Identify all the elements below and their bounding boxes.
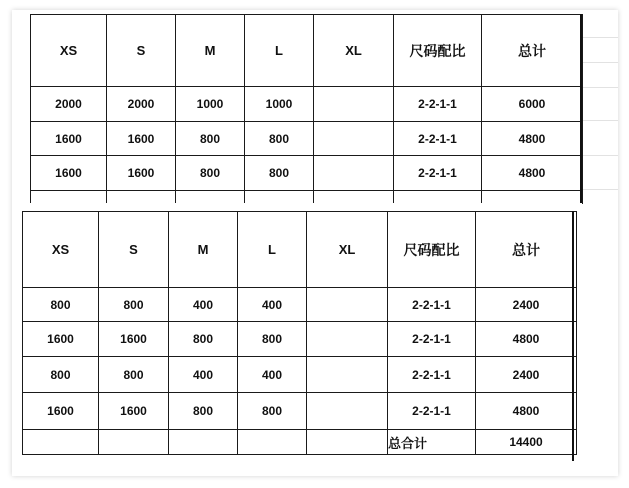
header-size-ratio: 尺码配比 [388,212,476,288]
header-total: 总计 [476,212,577,288]
header-size-ratio: 尺码配比 [394,15,482,87]
header-m: M [176,15,245,87]
table2-clip [18,203,578,465]
header-xl: XL [307,212,388,288]
cell-xl [307,288,388,322]
cell-s: 1600 [99,393,169,430]
cell-l: 800 [238,322,307,357]
header-xs: XS [31,15,107,87]
table-header-row [23,212,577,288]
table-row [31,122,583,156]
header-m: M [169,212,238,288]
total-row [23,430,577,455]
cell-s: 800 [99,357,169,393]
cell-xs: 2000 [31,87,107,122]
cell-s: 1600 [107,156,176,191]
cell-ratio: 2-2-1-1 [394,156,482,191]
table-row [31,87,583,122]
cell-l: 800 [245,156,314,191]
header-xs: XS [23,212,99,288]
size-table-2 [22,211,577,455]
cell-xs: 800 [23,288,99,322]
sheet-gridline [582,155,618,156]
table-row [23,322,577,357]
cell-total: 4800 [482,156,583,191]
cell-xl [314,87,394,122]
sheet-gridline [582,62,618,63]
grand-total-label: 总合计 [388,430,476,455]
cell-total: 2400 [476,357,577,393]
cell-xs: 1600 [31,122,107,156]
cell-ratio: 2-2-1-1 [394,122,482,156]
cell-total: 4800 [482,122,583,156]
table-row [31,156,583,191]
cell-total: 2400 [476,288,577,322]
cell-s: 1600 [107,122,176,156]
cell-total: 4800 [476,322,577,357]
cell-ratio: 2-2-1-1 [394,87,482,122]
grand-total-value: 14400 [476,430,577,455]
table-header-row [31,15,583,87]
table-row [23,393,577,430]
table-row-partial [31,191,583,205]
header-s: S [107,15,176,87]
header-l: L [238,212,307,288]
cell-m: 800 [176,122,245,156]
sheet-gridline [582,189,618,190]
sheet-gridline [582,120,618,121]
cell-xl [307,322,388,357]
cell-total: 4800 [476,393,577,430]
cell-xs: 1600 [23,393,99,430]
header-l: L [245,15,314,87]
header-total: 总计 [482,15,583,87]
cell-m: 400 [169,288,238,322]
cell-total: 6000 [482,87,583,122]
cell-m: 800 [169,393,238,430]
sheet-gridline [582,37,618,38]
cell-l: 400 [238,288,307,322]
cell-m: 800 [169,322,238,357]
cell-s: 2000 [107,87,176,122]
cell-xs: 800 [23,357,99,393]
cell-ratio: 2-2-1-1 [388,322,476,357]
cell-l: 1000 [245,87,314,122]
cell-xs: 1600 [23,322,99,357]
sheet-gridline [582,87,618,88]
size-table-1 [30,14,583,204]
cell-l: 800 [245,122,314,156]
cell-xl [314,156,394,191]
table1-right-border [580,14,582,203]
cell-s: 1600 [99,322,169,357]
cell-xl [307,393,388,430]
cell-m: 400 [169,357,238,393]
table1-clip [30,14,584,204]
cell-m: 1000 [176,87,245,122]
cell-m: 800 [176,156,245,191]
cell-l: 400 [238,357,307,393]
table2-right-border [572,211,574,461]
header-xl: XL [314,15,394,87]
cell-l: 800 [238,393,307,430]
cell-ratio: 2-2-1-1 [388,357,476,393]
cell-xl [314,122,394,156]
cell-xl [307,357,388,393]
cell-s: 800 [99,288,169,322]
header-s: S [99,212,169,288]
cell-ratio: 2-2-1-1 [388,288,476,322]
table-row [23,288,577,322]
cell-xs: 1600 [31,156,107,191]
table-row [23,357,577,393]
cell-ratio: 2-2-1-1 [388,393,476,430]
